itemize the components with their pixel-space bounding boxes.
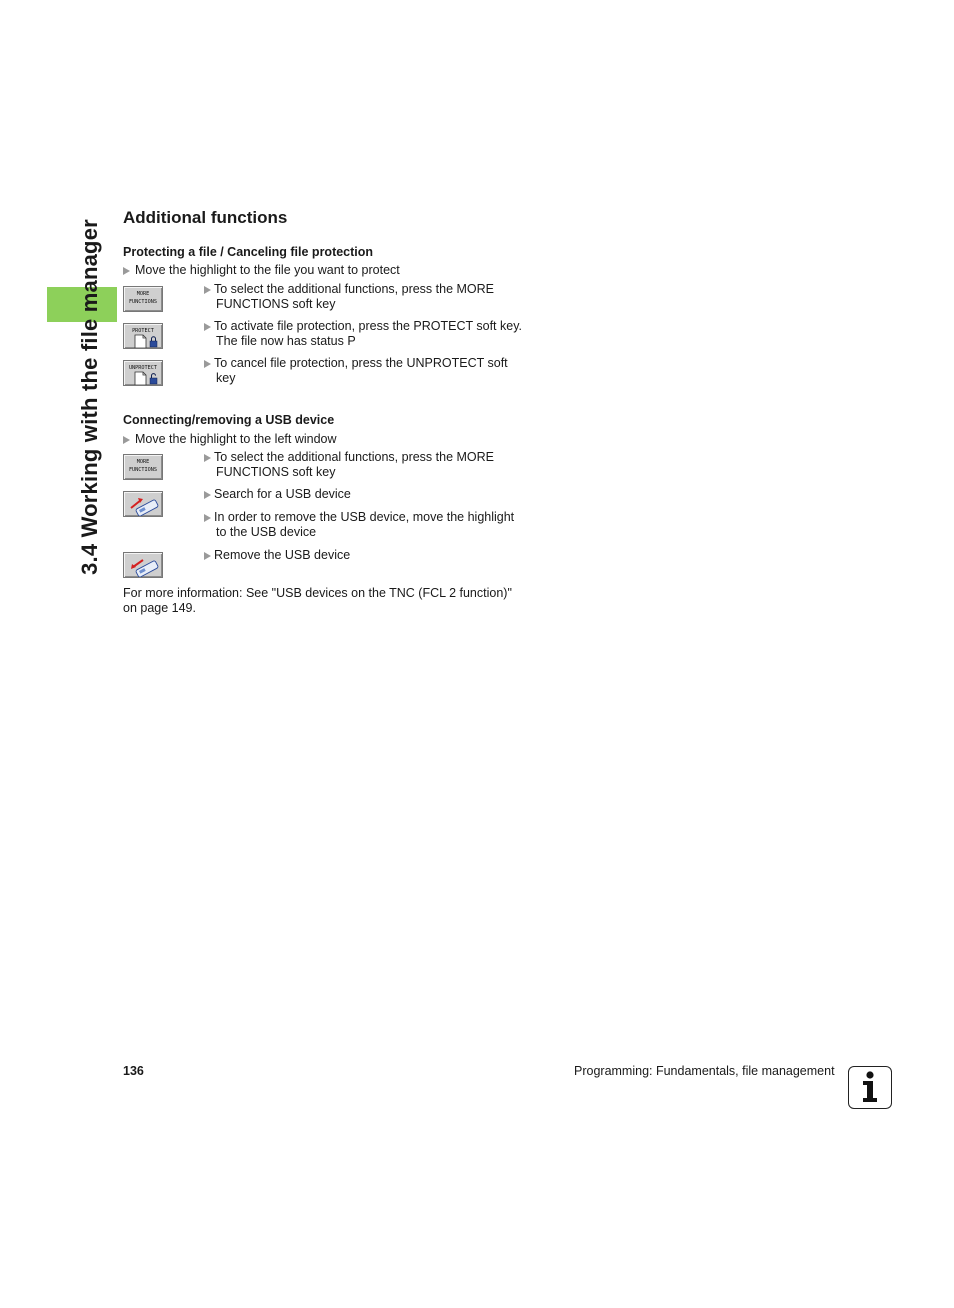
protect-softkey[interactable]: PROTECT (123, 323, 163, 349)
protect-intro: Move the highlight to the file you want to protect (123, 263, 400, 277)
bullet-triangle-icon (123, 267, 130, 275)
bullet-triangle-icon (204, 491, 211, 499)
protect-subheading: Protecting a file / Canceling file protection (123, 245, 374, 259)
bullet-triangle-icon (204, 323, 211, 331)
more-info-paragraph: For more information: See "USB devices on the TNC (FCL 2 function)" on page 149. (123, 586, 512, 615)
usb-subheading: Connecting/removing a USB device (123, 413, 335, 427)
more-functions-softkey[interactable]: MORE FUNCTIONS (123, 286, 163, 312)
protect-step-unprotect: To cancel file protection, press the UNPROTECT soft key (204, 356, 524, 385)
bullet-triangle-icon (204, 454, 211, 462)
bullet-triangle-icon (204, 360, 211, 368)
more-functions-softkey[interactable]: MORE FUNCTIONS (123, 454, 163, 480)
usb-intro: Move the highlight to the left window (123, 432, 337, 446)
lock-file-icon (124, 324, 163, 349)
protect-step-more-functions: To select the additional functions, press the MORE FUNCTIONS soft key (204, 282, 524, 311)
bullet-triangle-icon (204, 552, 211, 560)
bullet-triangle-icon (204, 286, 211, 294)
usb-step-more-functions: To select the additional functions, press the MORE FUNCTIONS soft key (204, 450, 524, 479)
protect-step-protect: To activate file protection, press the PROTECT soft key. The file now has status P (204, 319, 524, 348)
bullet-triangle-icon (123, 436, 130, 444)
usb-remove-softkey[interactable] (123, 552, 163, 578)
usb-connect-icon (124, 492, 163, 517)
usb-remove-icon (124, 553, 163, 578)
footer-title: Programming: Fundamentals, file management (574, 1064, 835, 1078)
unlock-file-icon (124, 361, 163, 386)
info-icon (848, 1066, 892, 1109)
usb-connect-softkey[interactable] (123, 491, 163, 517)
usb-step-search: Search for a USB device (204, 487, 524, 502)
usb-step-highlight: In order to remove the USB device, move the highlight to the USB device (204, 510, 524, 539)
section-heading: Additional functions (123, 208, 288, 227)
unprotect-softkey[interactable]: UNPROTECT (123, 360, 163, 386)
bullet-triangle-icon (204, 514, 211, 522)
usb-step-remove: Remove the USB device (204, 548, 524, 563)
page-number: 136 (123, 1064, 144, 1078)
section-side-title: 3.4 Working with the file manager (77, 219, 102, 575)
